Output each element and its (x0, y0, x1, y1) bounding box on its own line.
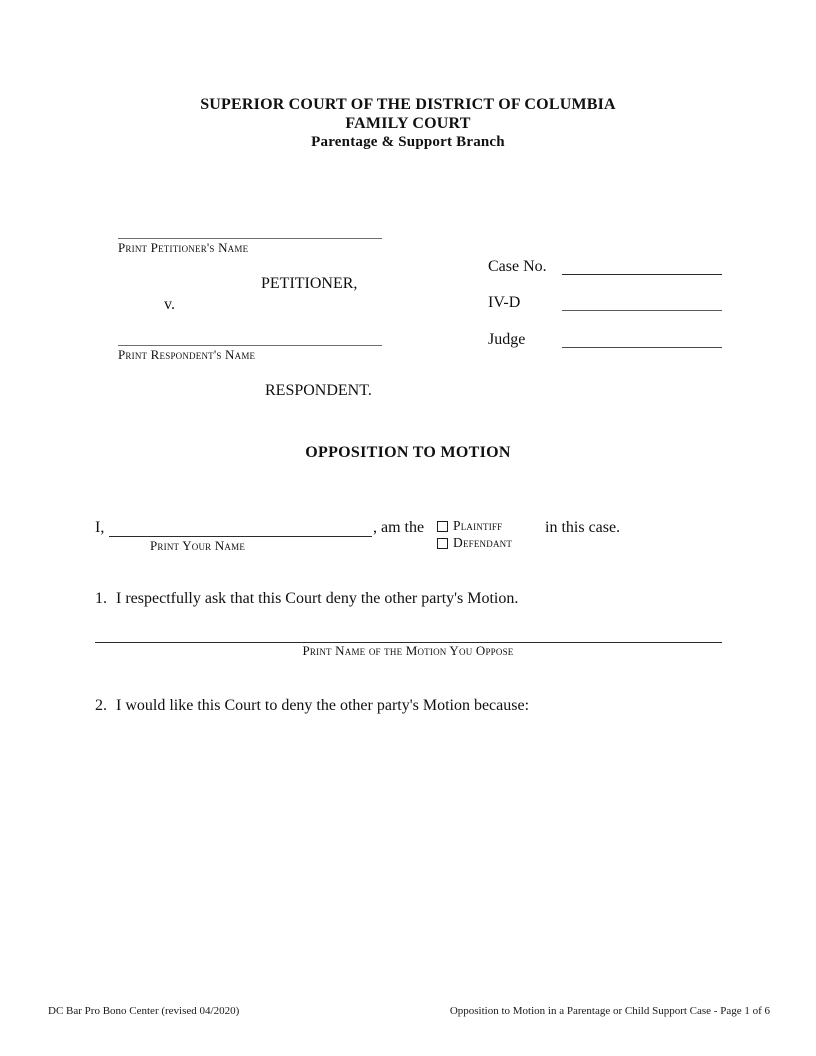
defendant-label: Defendant (453, 535, 513, 550)
motion-name-label: Print Name of the Motion You Oppose (302, 643, 514, 658)
versus-label: v. (164, 296, 175, 313)
item-2-number: 2. (95, 697, 107, 714)
ivd-label: IV-D (488, 294, 521, 311)
item-1-text: I respectfully ask that this Court deny the other party's Motion. (116, 590, 519, 607)
page-footer (48, 1005, 770, 1018)
case-number-label: Case No. (488, 258, 547, 275)
your-name-field[interactable] (109, 521, 372, 537)
plaintiff-label: Plaintiff (453, 518, 503, 533)
your-name-label: Print Your Name (150, 538, 246, 553)
footer-source: DC Bar Pro Bono Center (revised 04/2020) (48, 1005, 240, 1017)
case-number-field[interactable] (562, 260, 722, 275)
court-branch: Parentage & Support Branch (311, 134, 505, 150)
ivd-field[interactable] (562, 296, 722, 311)
defendant-checkbox[interactable] (437, 538, 448, 549)
item-2-text: I would like this Court to deny the other party's Motion because: (116, 697, 530, 714)
court-name: SUPERIOR COURT OF THE DISTRICT OF COLUMBIA (200, 96, 616, 113)
i-prefix-label: I, (95, 519, 105, 536)
court-header (0, 95, 816, 152)
motion-name-field[interactable] (95, 628, 722, 643)
court-division: FAMILY COURT (345, 115, 471, 132)
judge-field[interactable] (562, 333, 722, 348)
form-title: OPPOSITION TO MOTION (305, 444, 511, 461)
petitioner-name-label: Print Petitioner's Name (118, 240, 249, 255)
respondent-role-label: RESPONDENT. (265, 382, 372, 399)
in-this-case-label: in this case. (545, 519, 621, 536)
respondent-name-field[interactable] (118, 333, 382, 346)
item-1-number: 1. (95, 590, 107, 607)
petitioner-name-field[interactable] (118, 226, 382, 239)
footer-page-info: Opposition to Motion in a Parentage or Child Support Case - Page 1 of 6 (449, 1005, 770, 1017)
respondent-name-label: Print Respondent's Name (118, 347, 256, 362)
petitioner-role-label: PETITIONER, (261, 275, 358, 292)
am-the-label: , am the (373, 519, 425, 536)
plaintiff-checkbox[interactable] (437, 521, 448, 532)
list-item-1 (95, 590, 518, 607)
judge-label: Judge (488, 331, 526, 348)
list-item-2 (95, 697, 529, 714)
